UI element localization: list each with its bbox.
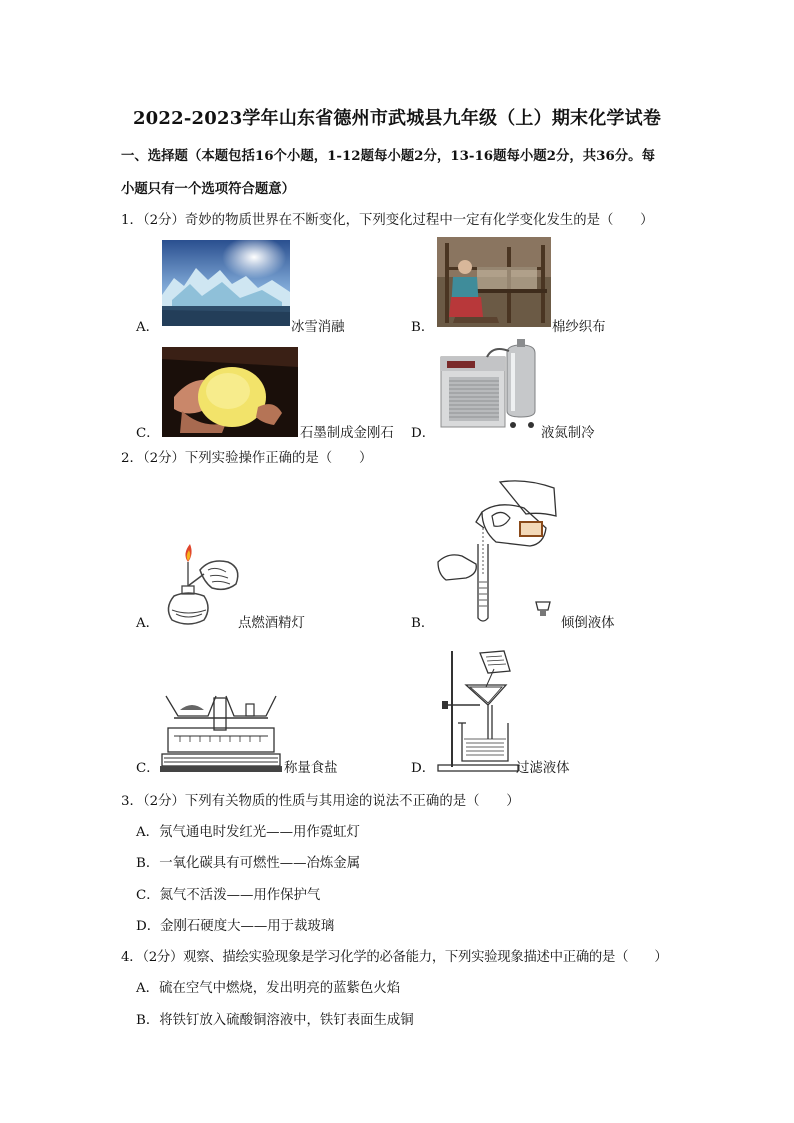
page-title: 2022-2023学年山东省德州市武城县九年级（上）期末化学试卷	[132, 108, 662, 129]
question-2-option-d-letter: D．	[411, 761, 436, 776]
question-2-option-b-caption: 倾倒液体	[561, 616, 615, 631]
question-2-option-b-letter: B．	[411, 616, 435, 631]
question-3-option-b: B．一氧化碳具有可燃性——冶炼金属	[136, 856, 361, 871]
question-2-option-d-caption: 过滤液体	[516, 761, 570, 776]
question-2-option-a-letter: A．	[136, 616, 160, 631]
question-3-option-a: A．氖气通电时发红光——用作霓虹灯	[136, 825, 360, 840]
question-1-option-c-letter: C．	[136, 426, 160, 441]
alcohol-lamp-lighting-diagram	[160, 540, 248, 630]
question-1-option-b-caption: 棉纱织布	[552, 320, 606, 335]
question-3-option-d: D．金刚石硬度大——用于裁玻璃	[136, 919, 335, 934]
question-1-option-d-letter: D．	[411, 426, 436, 441]
question-4-option-b: B．将铁钉放入硫酸铜溶液中，铁钉表面生成铜	[136, 1013, 414, 1028]
question-4-option-a: A．硫在空气中燃烧，发出明亮的蓝紫色火焰	[136, 981, 401, 996]
question-2-option-a-caption: 点燃酒精灯	[238, 616, 305, 631]
question-3-option-c: C．氮气不活泼——用作保护气	[136, 888, 321, 903]
liquid-nitrogen-equipment-photo	[437, 339, 539, 431]
balance-scale-diagram	[160, 692, 282, 774]
question-2-stem: 2．（2分）下列实验操作正确的是（ ）	[121, 451, 373, 466]
question-1-stem: 1．（2分）奇妙的物质世界在不断变化，下列变化过程中一定有化学变化发生的是（ ）	[121, 213, 654, 228]
diamond-photo	[162, 347, 298, 437]
section-header-line2: 小题只有一个选项符合题意）	[121, 181, 296, 197]
question-1-option-a-caption: 冰雪消融	[291, 320, 345, 335]
section-header-line1: 一、选择题（本题包括16个小题，1-12题每小题2分，13-16题每小题2分，共36分。每	[121, 148, 655, 164]
question-1-option-d-caption: 液氮制冷	[541, 426, 595, 441]
question-3-stem: 3．（2分）下列有关物质的性质与其用途的说法不正确的是（ ）	[121, 794, 520, 809]
question-1-option-a-letter: A．	[136, 320, 160, 335]
question-1-option-b-letter: B．	[411, 320, 435, 335]
question-2-option-c-letter: C．	[136, 761, 160, 776]
pouring-liquid-diagram	[436, 478, 560, 628]
weaving-photo	[437, 237, 551, 327]
ice-melting-photo	[162, 240, 290, 326]
filtration-diagram	[436, 647, 520, 773]
question-2-option-c-caption: 称量食盐	[284, 761, 338, 776]
question-1-option-c-caption: 石墨制成金刚石	[300, 426, 394, 441]
question-4-stem: 4．（2分）观察、描绘实验现象是学习化学的必备能力，下列实验现象描述中正确的是（ ）	[121, 950, 668, 965]
